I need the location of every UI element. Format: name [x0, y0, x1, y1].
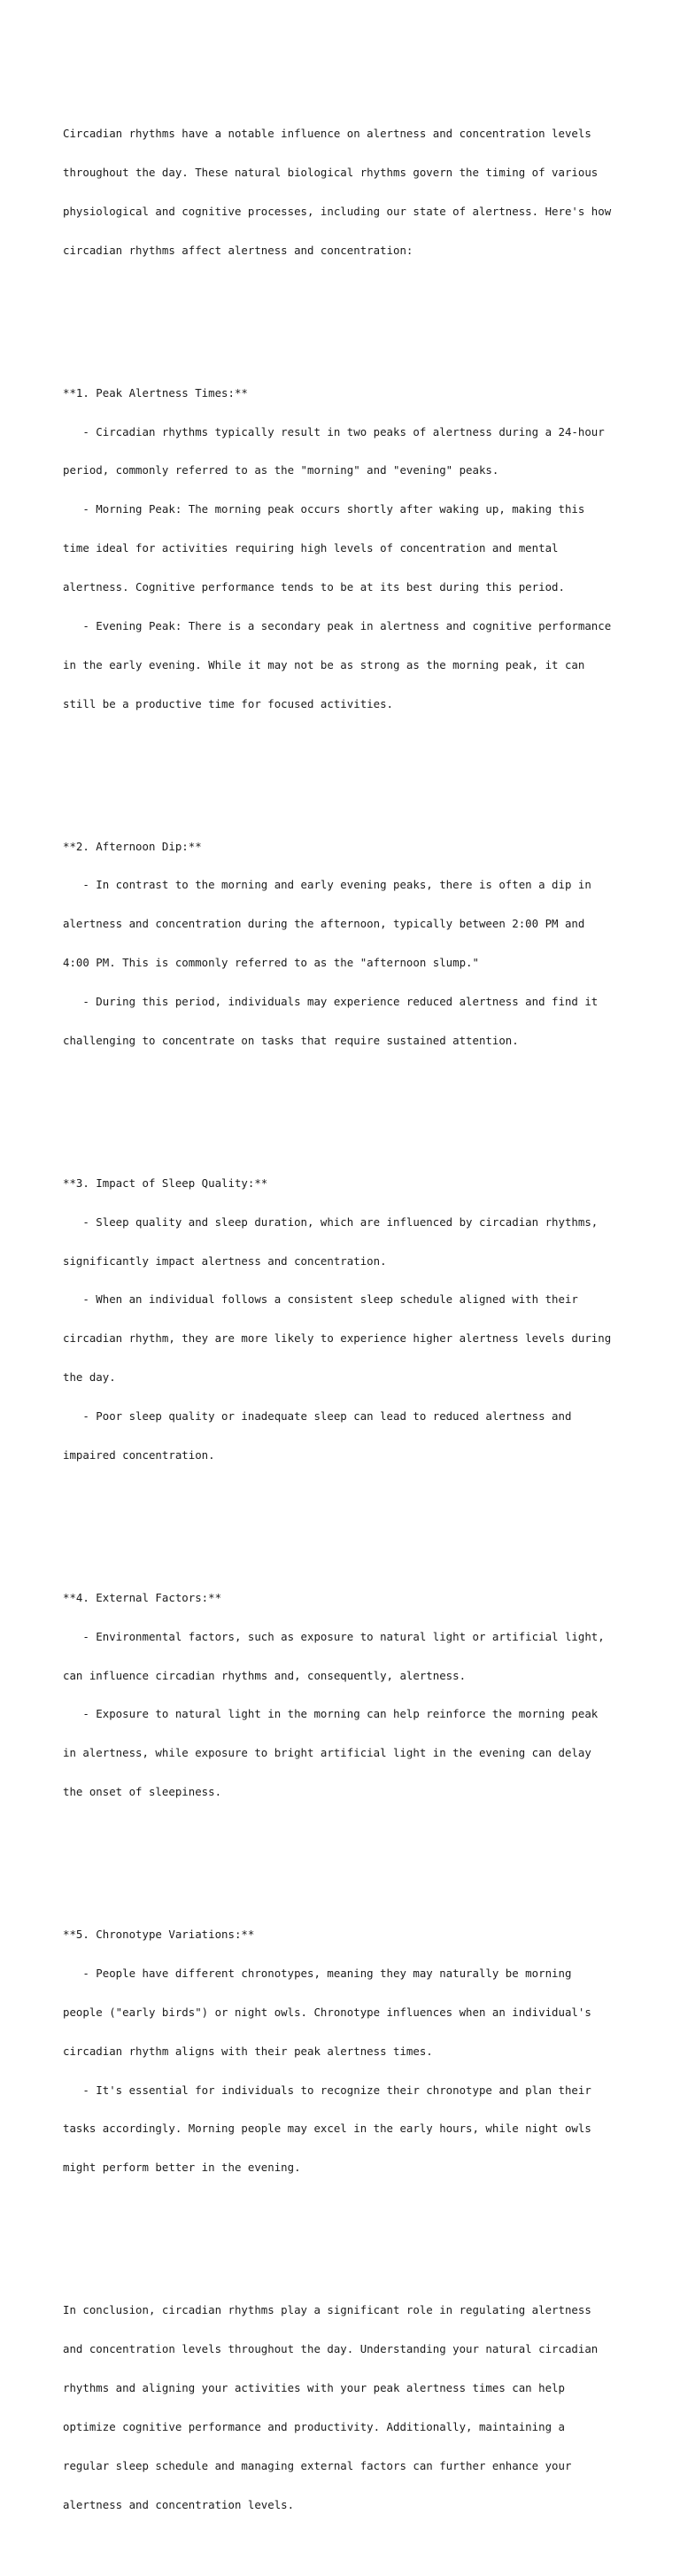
text-line: the onset of sleepiness.	[63, 1785, 222, 1799]
text-line: in alertness, while exposure to bright artificial light in the evening can delay	[63, 1746, 591, 1760]
text-line: - Morning Peak: The morning peak occurs shortly after waking up, making this	[63, 502, 585, 516]
text-line: - It's essential for individuals to recognize their chronotype and plan their	[63, 2083, 591, 2097]
paragraph-gap	[63, 1514, 630, 1527]
text-line: challenging to concentrate on tasks that require sustained attention.	[63, 1033, 519, 1047]
text-line: alertness. Cognitive performance tends to be at its best during this period.	[63, 580, 565, 594]
section-sleep-quality	[63, 1152, 630, 1488]
text-line: - Environmental factors, such as exposure to natural light or artificial light,	[63, 1629, 605, 1643]
text-line: - Evening Peak: There is a secondary peak in alertness and cognitive performance	[63, 618, 612, 632]
conclusion-paragraph	[63, 2278, 630, 2538]
text-line: physiological and cognitive processes, including our state of alertness. Here's how	[63, 204, 612, 218]
text-line: - Circadian rhythms typically result in two peaks of alertness during a 24-hour	[63, 424, 605, 438]
text-line: alertness and concentration during the afternoon, typically between 2:00 PM and	[63, 917, 585, 931]
text-line: throughout the day. These natural biological rhythms govern the timing of various	[63, 166, 599, 179]
text-line: circadian rhythm, they are more likely to experience higher alertness levels during	[63, 1331, 612, 1346]
text-line: tasks accordingly. Morning people may excel in the early hours, while night owls	[63, 2122, 591, 2136]
text-line: still be a productive time for focused activities.	[63, 696, 393, 710]
text-line: significantly impact alertness and concentration.	[63, 1253, 387, 1268]
text-line: - During this period, individuals may experience reduced alertness and find it	[63, 995, 599, 1008]
section-heading: **1. Peak Alertness Times:**	[63, 385, 248, 400]
text-line: regular sleep schedule and managing external factors can further enhance your	[63, 2458, 572, 2472]
document-body	[63, 63, 630, 2576]
text-line: - Sleep quality and sleep duration, which are influenced by circadian rhythms,	[63, 1214, 599, 1229]
text-line: - People have different chronotypes, meaning they may naturally be morning	[63, 1966, 572, 1980]
text-line: - Exposure to natural light in the morning can help reinforce the morning peak	[63, 1707, 599, 1721]
section-heading: **4. External Factors:**	[63, 1590, 222, 1604]
text-line: in the early evening. While it may not be as strong as the morning peak, it can	[63, 657, 585, 671]
paragraph-gap	[63, 1851, 630, 1864]
text-line: In conclusion, circadian rhythms play a significant role in regulating alertness	[63, 2303, 591, 2317]
intro-paragraph	[63, 102, 630, 283]
text-line: people ("early birds") or night owls. Chronotype influences when an individual's	[63, 2005, 591, 2019]
paragraph-gap	[63, 2226, 630, 2239]
text-line: might perform better in the evening.	[63, 2161, 301, 2175]
text-line: the day.	[63, 1370, 116, 1385]
text-line: alertness and concentration levels.	[63, 2497, 295, 2511]
text-line: optimize cognitive performance and productivity. Additionally, maintaining a	[63, 2419, 565, 2433]
text-line: circadian rhythms affect alertness and concentration:	[63, 243, 413, 257]
text-line: Circadian rhythms have a notable influence on alertness and concentration levels	[63, 127, 591, 141]
paragraph-gap	[63, 309, 630, 322]
text-line: time ideal for activities requiring high levels of concentration and mental	[63, 541, 559, 555]
text-line: 4:00 PM. This is commonly referred to as the "afternoon slump."	[63, 956, 479, 970]
text-line: and concentration levels throughout the day. Understanding your natural circadian	[63, 2342, 599, 2355]
section-afternoon-dip	[63, 814, 630, 1074]
section-chronotype	[63, 1903, 630, 2200]
section-heading: **3. Impact of Sleep Quality:**	[63, 1175, 268, 1190]
text-line: - In contrast to the morning and early evening peaks, there is often a dip in	[63, 878, 591, 892]
text-line: - When an individual follows a consistent sleep schedule aligned with their	[63, 1292, 578, 1307]
text-line: period, commonly referred to as the "morning" and "evening" peaks.	[63, 463, 499, 477]
section-heading: **5. Chronotype Variations:**	[63, 1928, 255, 1941]
paragraph-gap	[63, 1099, 630, 1113]
text-line: impaired concentration.	[63, 1447, 215, 1462]
section-heading: **2. Afternoon Dip:**	[63, 839, 202, 853]
paragraph-gap	[63, 763, 630, 776]
text-line: can influence circadian rhythms and, consequently, alertness.	[63, 1668, 467, 1682]
text-line: circadian rhythm aligns with their peak alertness times.	[63, 2044, 433, 2058]
section-external-factors	[63, 1566, 630, 1826]
text-line: rhythms and aligning your activities with your peak alertness times can help	[63, 2380, 565, 2394]
text-line: - Poor sleep quality or inadequate sleep can lead to reduced alertness and	[63, 1409, 572, 1423]
section-peak-alertness	[63, 361, 630, 736]
